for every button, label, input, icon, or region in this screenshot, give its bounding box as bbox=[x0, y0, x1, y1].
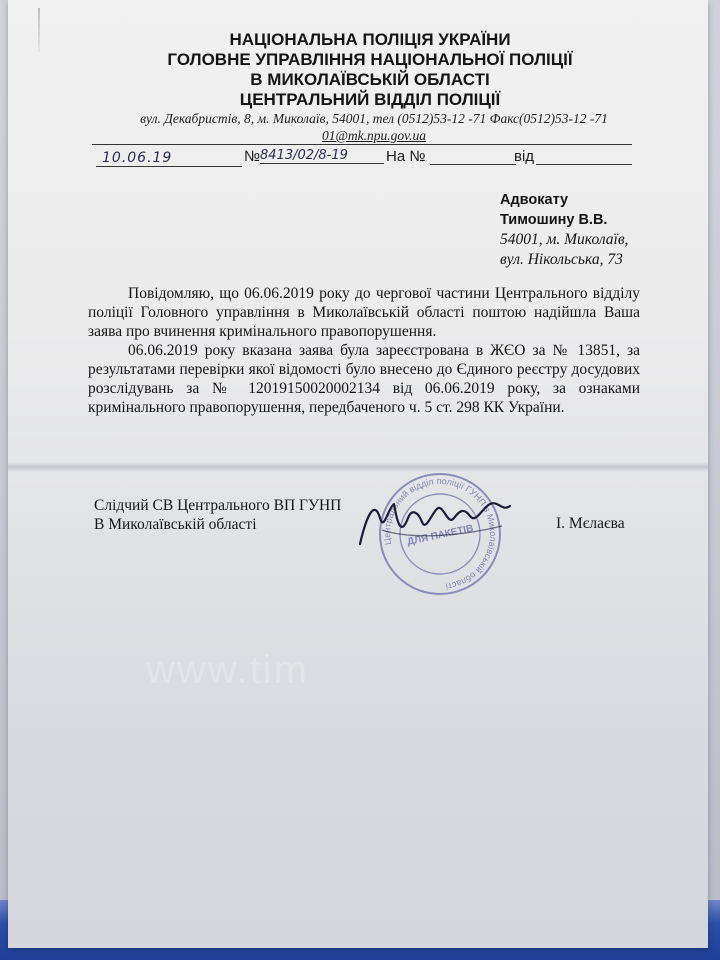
recipient-title: Адвокату bbox=[500, 192, 569, 208]
recipient-address-1: 54001, м. Миколаїв, bbox=[500, 231, 629, 248]
body-paragraph-1: Повідомляю, що 06.06.2019 року до чергової частини Центрального відділу поліції Головного управління в Миколаївській області поштою надійшла Ваша заява про вчинення кримінального правопорушення. bbox=[88, 285, 640, 340]
letterhead-address bbox=[104, 110, 644, 144]
recipient-name: Тимошину В.В. bbox=[500, 212, 608, 228]
stamp-inner-text: ДЛЯ ПАКЕТІВ bbox=[406, 523, 475, 548]
recipient-address-2: вул. Нікольська, 73 bbox=[500, 251, 623, 268]
reference-number: 8413/02/8-19 bbox=[260, 148, 384, 164]
signer-position-line-2: В Миколаївській області bbox=[94, 516, 257, 533]
reference-date: 10.06.19 bbox=[96, 150, 242, 167]
body-paragraph-2: 06.06.2019 року вказана заява була зареєстрована в ЖЄО за № 13851, за результатами перевірки якої відомості було внесено до Єдиного реєстру досудових розслідувань за № 12019150020002134 від 06.06.2019 року, за ознаками кримінального правопорушення, передбаченого ч. 5 ст. 298 КК України. bbox=[88, 342, 640, 416]
address-line: вул. Декабристів, 8, м. Миколаїв, 54001, тел (0512)53-12 -71 Факс(0512)53-12 -71 bbox=[140, 111, 608, 126]
reference-row bbox=[92, 140, 652, 170]
recipient-block bbox=[500, 190, 670, 270]
handwritten-signature bbox=[352, 478, 522, 558]
letterhead-line-1: НАЦІОНАЛЬНА ПОЛІЦІЯ УКРАЇНИ bbox=[229, 30, 511, 49]
letterhead bbox=[90, 30, 650, 110]
reference-na-label: На № bbox=[386, 148, 426, 165]
reference-vid-blank bbox=[536, 164, 632, 165]
signer-position bbox=[94, 496, 341, 534]
paper-fold-crease bbox=[8, 462, 708, 472]
address-email: 01@mk.npu.gov.ua bbox=[321, 128, 427, 143]
reference-no-label: № bbox=[244, 148, 261, 165]
letterhead-line-3: В МИКОЛАЇВСЬКІЙ ОБЛАСТІ bbox=[250, 70, 490, 89]
reference-na-blank bbox=[430, 164, 516, 165]
signer-position-line-1: Слідчий СВ Центрального ВП ГУНП bbox=[94, 497, 342, 514]
reference-vid-label: від bbox=[514, 148, 535, 165]
letterhead-line-4: ЦЕНТРАЛЬНИЙ ВІДДІЛ ПОЛІЦІЇ bbox=[239, 90, 501, 109]
fold-mark bbox=[38, 8, 40, 52]
letterhead-line-2: ГОЛОВНЕ УПРАВЛІННЯ НАЦІОНАЛЬНОЇ ПОЛІЦІЇ bbox=[167, 50, 573, 69]
signer-name: І. Мєлаєва bbox=[556, 515, 625, 532]
stamp-outer-text: Центральний відділ поліції ГУНП в Миколаївській області bbox=[381, 475, 499, 592]
photo-watermark: www.tim bbox=[146, 648, 309, 692]
letter-body bbox=[88, 284, 640, 417]
